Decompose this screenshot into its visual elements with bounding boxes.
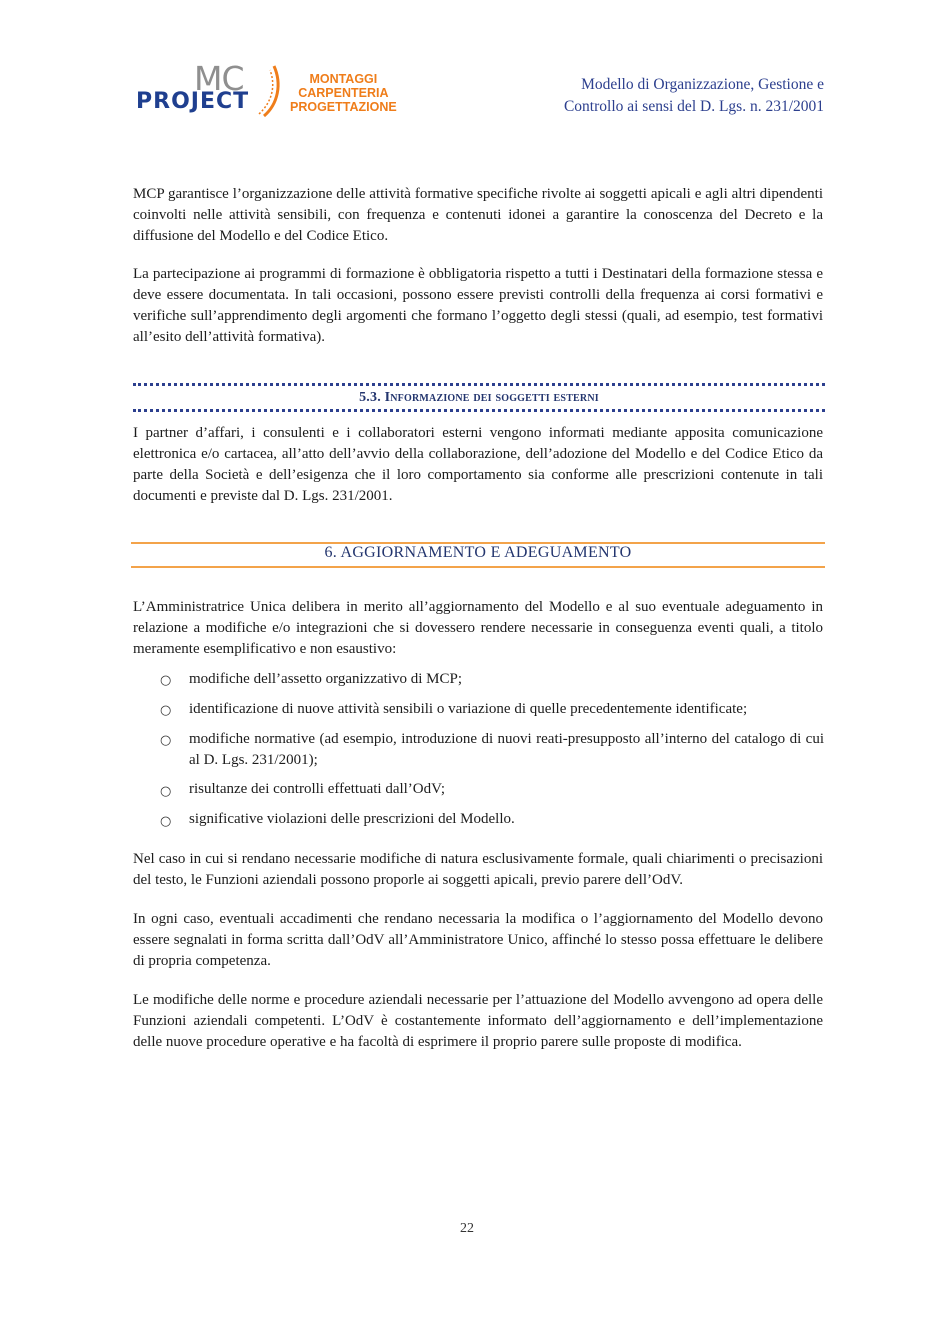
logo-tagline (290, 72, 397, 114)
bullet-circle-icon: ○ (160, 814, 172, 829)
logo-project-text: PROJECT (136, 89, 250, 114)
logo-swoosh-icon (256, 64, 286, 118)
list-item: modifiche dell’assetto organizzativo di MCP; (189, 671, 463, 687)
page-number: 22 (460, 1221, 474, 1236)
paragraph: Le modifiche delle norme e procedure aziendali necessarie per l’attuazione del Modello avvengono ad opera delle Funzioni aziendali competenti. L’OdV è costantemente informato dell’aggiornamento e dell’implementazione delle nuove procedure operative e ha facoltà di esprimere il proprio parere sulle proposte di modifica. (133, 992, 823, 1050)
logo-tagline-line: MONTAGGI (309, 72, 378, 86)
paragraph: I partner d’affari, i consulenti e i collaboratori esterni vengono informati mediante apposita comunicazione elettronica e/o cartacea, all’atto dell’avvio della collaborazione, dell’adozione del Modello e del Codice Etico da parte della Società e dell’esigenza che il loro comportamento sia conforme alle prescrizioni contenute in tali documenti e previste dal D. Lgs. 231/2001. (133, 425, 823, 504)
logo-tagline-line: PROGETTAZIONE (290, 100, 397, 114)
section-heading-6: 6. AGGIORNAMENTO E ADEGUAMENTO (324, 544, 632, 561)
bullet-circle-icon: ○ (160, 784, 172, 799)
logo-mc-text: MC (194, 59, 244, 98)
bullet-circle-icon: ○ (160, 733, 172, 748)
paragraph: Nel caso in cui si rendano necessarie modifiche di natura esclusivamente formale, quali chiarimenti o precisazioni del testo, le Funzioni aziendali possono proporle ai soggetti apicali, previo parere dell’OdV. (133, 851, 823, 888)
header-title-line: Modello di Organizzazione, Gestione e (581, 76, 824, 93)
paragraph: In ogni caso, eventuali accadimenti che rendano necessaria la modifica o l’aggiornamento del Modello devono essere segnalati in forma scritta dall’OdV all’Amministratore Unico, affinché lo stesso possa effettuare le delibere di propria competenza. (133, 911, 823, 969)
bullet-circle-icon: ○ (160, 673, 172, 688)
logo-tagline-line: CARPENTERIA (298, 86, 389, 100)
heading-rule-bottom (131, 566, 825, 568)
paragraph: MCP garantisce l’organizzazione delle attività formative specifiche rivolte ai soggetti apicali e agli altri dipendenti coinvolti nelle attività sensibili, con frequenza e contenuti idonei a garantire la conoscenza del Decreto e la diffusione del Modello e del Codice Etico. (133, 186, 823, 244)
company-logo (136, 59, 406, 122)
document-header-title (494, 74, 824, 118)
section-divider-bottom (133, 409, 825, 412)
list-item: risultanze dei controlli effettuati dall’OdV; (189, 781, 446, 797)
paragraph: L’Amministratrice Unica delibera in merito all’aggiornamento del Modello e al suo eventuale adeguamento in relazione a modifiche e/o integrazioni che si dovessero rendere necessarie in conseguenza eventi quali, a titolo meramente esemplificativo e non esaustivo: (133, 599, 823, 657)
list-item: identificazione di nuove attività sensibili o variazione di quelle precedentemente identificate; (189, 701, 748, 717)
section-divider-top (133, 383, 825, 386)
list-item: significative violazioni delle prescrizioni del Modello. (189, 811, 515, 827)
bullet-circle-icon: ○ (160, 703, 172, 718)
list-item: modifiche normative (ad esempio, introduzione di nuovi reati-presupposto all’interno del catalogo di cui al D. Lgs. 231/2001); (189, 731, 824, 768)
paragraph: La partecipazione ai programmi di formazione è obbligatoria rispetto a tutti i Destinatari della formazione stessa e deve essere documentata. In tali occasioni, possono essere previsti controlli della frequenza ai corsi formativi e verifiche sull’apprendimento degli argomenti che formano l’oggetto degli stessi (quali, ad esempio, test formativi all’esito dell’attività formativa). (133, 266, 823, 345)
section-heading-5-3: 5.3. Informazione dei soggetti esterni (359, 390, 599, 405)
header-title-line: Controllo ai sensi del D. Lgs. n. 231/2001 (563, 98, 824, 115)
